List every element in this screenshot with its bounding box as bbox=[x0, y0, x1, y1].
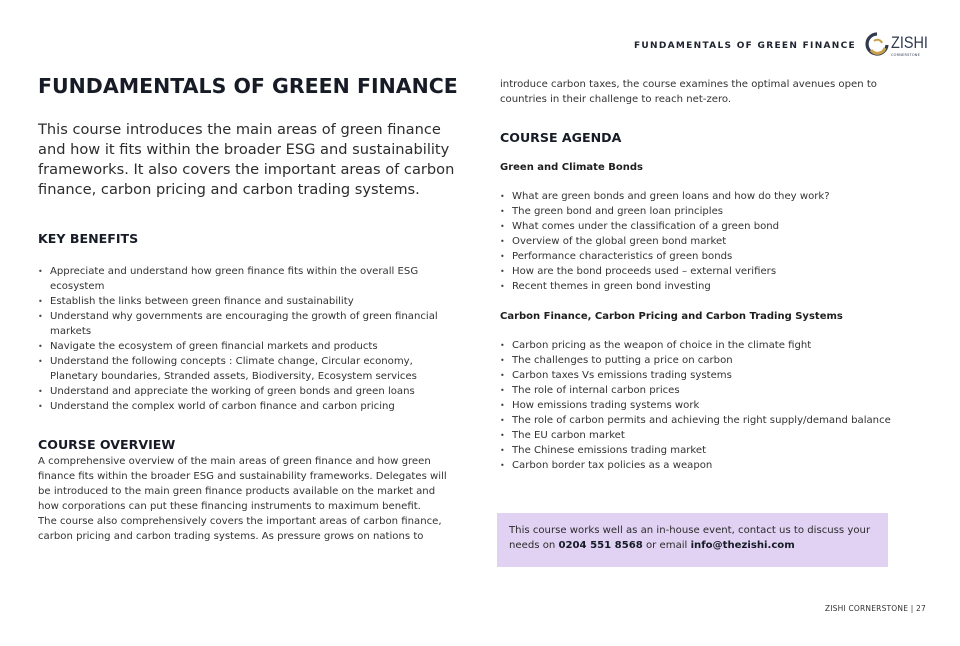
list-item: • Establish the links between green finance and sustainability bbox=[38, 294, 458, 309]
contact-callout bbox=[497, 513, 888, 567]
list-item: • The green bond and green loan principles bbox=[500, 204, 900, 219]
logo-subtitle: CORNERSTONE bbox=[891, 53, 921, 57]
page-title: FUNDAMENTALS OF GREEN FINANCE bbox=[38, 74, 458, 98]
list-item: • Navigate the ecosystem of green financial markets and products bbox=[38, 339, 458, 354]
overview-paragraph-1: A comprehensive overview of the main areas of green finance and how green finance fits within the broader ESG and sustainability frameworks. Delegates will be introduced to the main green finance products available on the market and how corporations can put these financing instruments to maximum benefit. bbox=[38, 456, 447, 512]
page-footer: ZISHI CORNERSTONE | 27 bbox=[824, 604, 926, 613]
course-overview-heading: COURSE OVERVIEW bbox=[38, 437, 176, 452]
agenda-section-title: Green and Climate Bonds bbox=[500, 162, 643, 173]
list-item: • Carbon taxes Vs emissions trading systems bbox=[500, 368, 900, 383]
intro-paragraph: This course introduces the main areas of green finance and how it fits within the broader ESG and sustainability frameworks. It also covers the important areas of carbon finance, carbon pricing and carbon trading systems. bbox=[38, 121, 455, 198]
list-item: • How are the bond proceeds used – external verifiers bbox=[500, 264, 900, 279]
list-item: • What comes under the classification of a green bond bbox=[500, 219, 900, 234]
green-bonds-list bbox=[500, 189, 900, 294]
list-item: • How emissions trading systems work bbox=[500, 398, 900, 413]
callout-text: This course works well as an in-house event, contact us to discuss your needs on bbox=[509, 525, 871, 551]
key-benefits-heading: KEY BENEFITS bbox=[38, 231, 139, 246]
list-item: • The challenges to putting a price on carbon bbox=[500, 353, 900, 368]
right-column bbox=[500, 77, 900, 473]
key-benefits-list bbox=[38, 264, 458, 414]
list-item: • Overview of the global green bond market bbox=[500, 234, 900, 249]
list-item: • Understand and appreciate the working of green bonds and green loans bbox=[38, 384, 458, 399]
course-agenda-heading: COURSE AGENDA bbox=[500, 130, 622, 145]
list-item: • Carbon pricing as the weapon of choice in the climate fight bbox=[500, 338, 900, 353]
list-item: • What are green bonds and green loans and how do they work? bbox=[500, 189, 900, 204]
overview-continued: introduce carbon taxes, the course examines the optimal avenues open to countries in their challenge to reach net-zero. bbox=[500, 79, 877, 105]
contact-email-link[interactable]: info@thezishi.com bbox=[690, 540, 795, 551]
running-header-title: FUNDAMENTALS OF GREEN FINANCE bbox=[633, 41, 856, 51]
list-item: • The EU carbon market bbox=[500, 428, 900, 443]
zishi-logo bbox=[865, 32, 935, 62]
list-item: • Understand the complex world of carbon finance and carbon pricing bbox=[38, 399, 458, 414]
overview-paragraph-2: The course also comprehensively covers the important areas of carbon finance, carbon pricing and carbon trading systems. As pressure grows on nations to bbox=[38, 516, 442, 542]
list-item: • The Chinese emissions trading market bbox=[500, 443, 900, 458]
callout-text-middle: or email bbox=[642, 540, 691, 551]
list-item: • Appreciate and understand how green finance fits within the overall ESG ecosystem bbox=[38, 264, 458, 294]
list-item: • The role of internal carbon prices bbox=[500, 383, 900, 398]
list-item: • Carbon border tax policies as a weapon bbox=[500, 458, 900, 473]
list-item: • Understand why governments are encouraging the growth of green financial markets bbox=[38, 309, 458, 339]
left-column bbox=[38, 70, 458, 544]
list-item: • Recent themes in green bond investing bbox=[500, 279, 900, 294]
logo-swirl-icon bbox=[865, 32, 889, 58]
carbon-finance-list bbox=[500, 338, 900, 473]
logo-wordmark: ZISHI bbox=[891, 33, 928, 52]
list-item: • Understand the following concepts : Climate change, Circular economy, Planetary boundaries, Stranded assets, Biodiversity, Ecosystem services bbox=[38, 354, 458, 384]
agenda-section-title: Carbon Finance, Carbon Pricing and Carbon Trading Systems bbox=[500, 311, 843, 322]
list-item: • The role of carbon permits and achieving the right supply/demand balance bbox=[500, 413, 900, 428]
list-item: • Performance characteristics of green bonds bbox=[500, 249, 900, 264]
contact-phone[interactable]: 0204 551 8568 bbox=[558, 540, 643, 551]
